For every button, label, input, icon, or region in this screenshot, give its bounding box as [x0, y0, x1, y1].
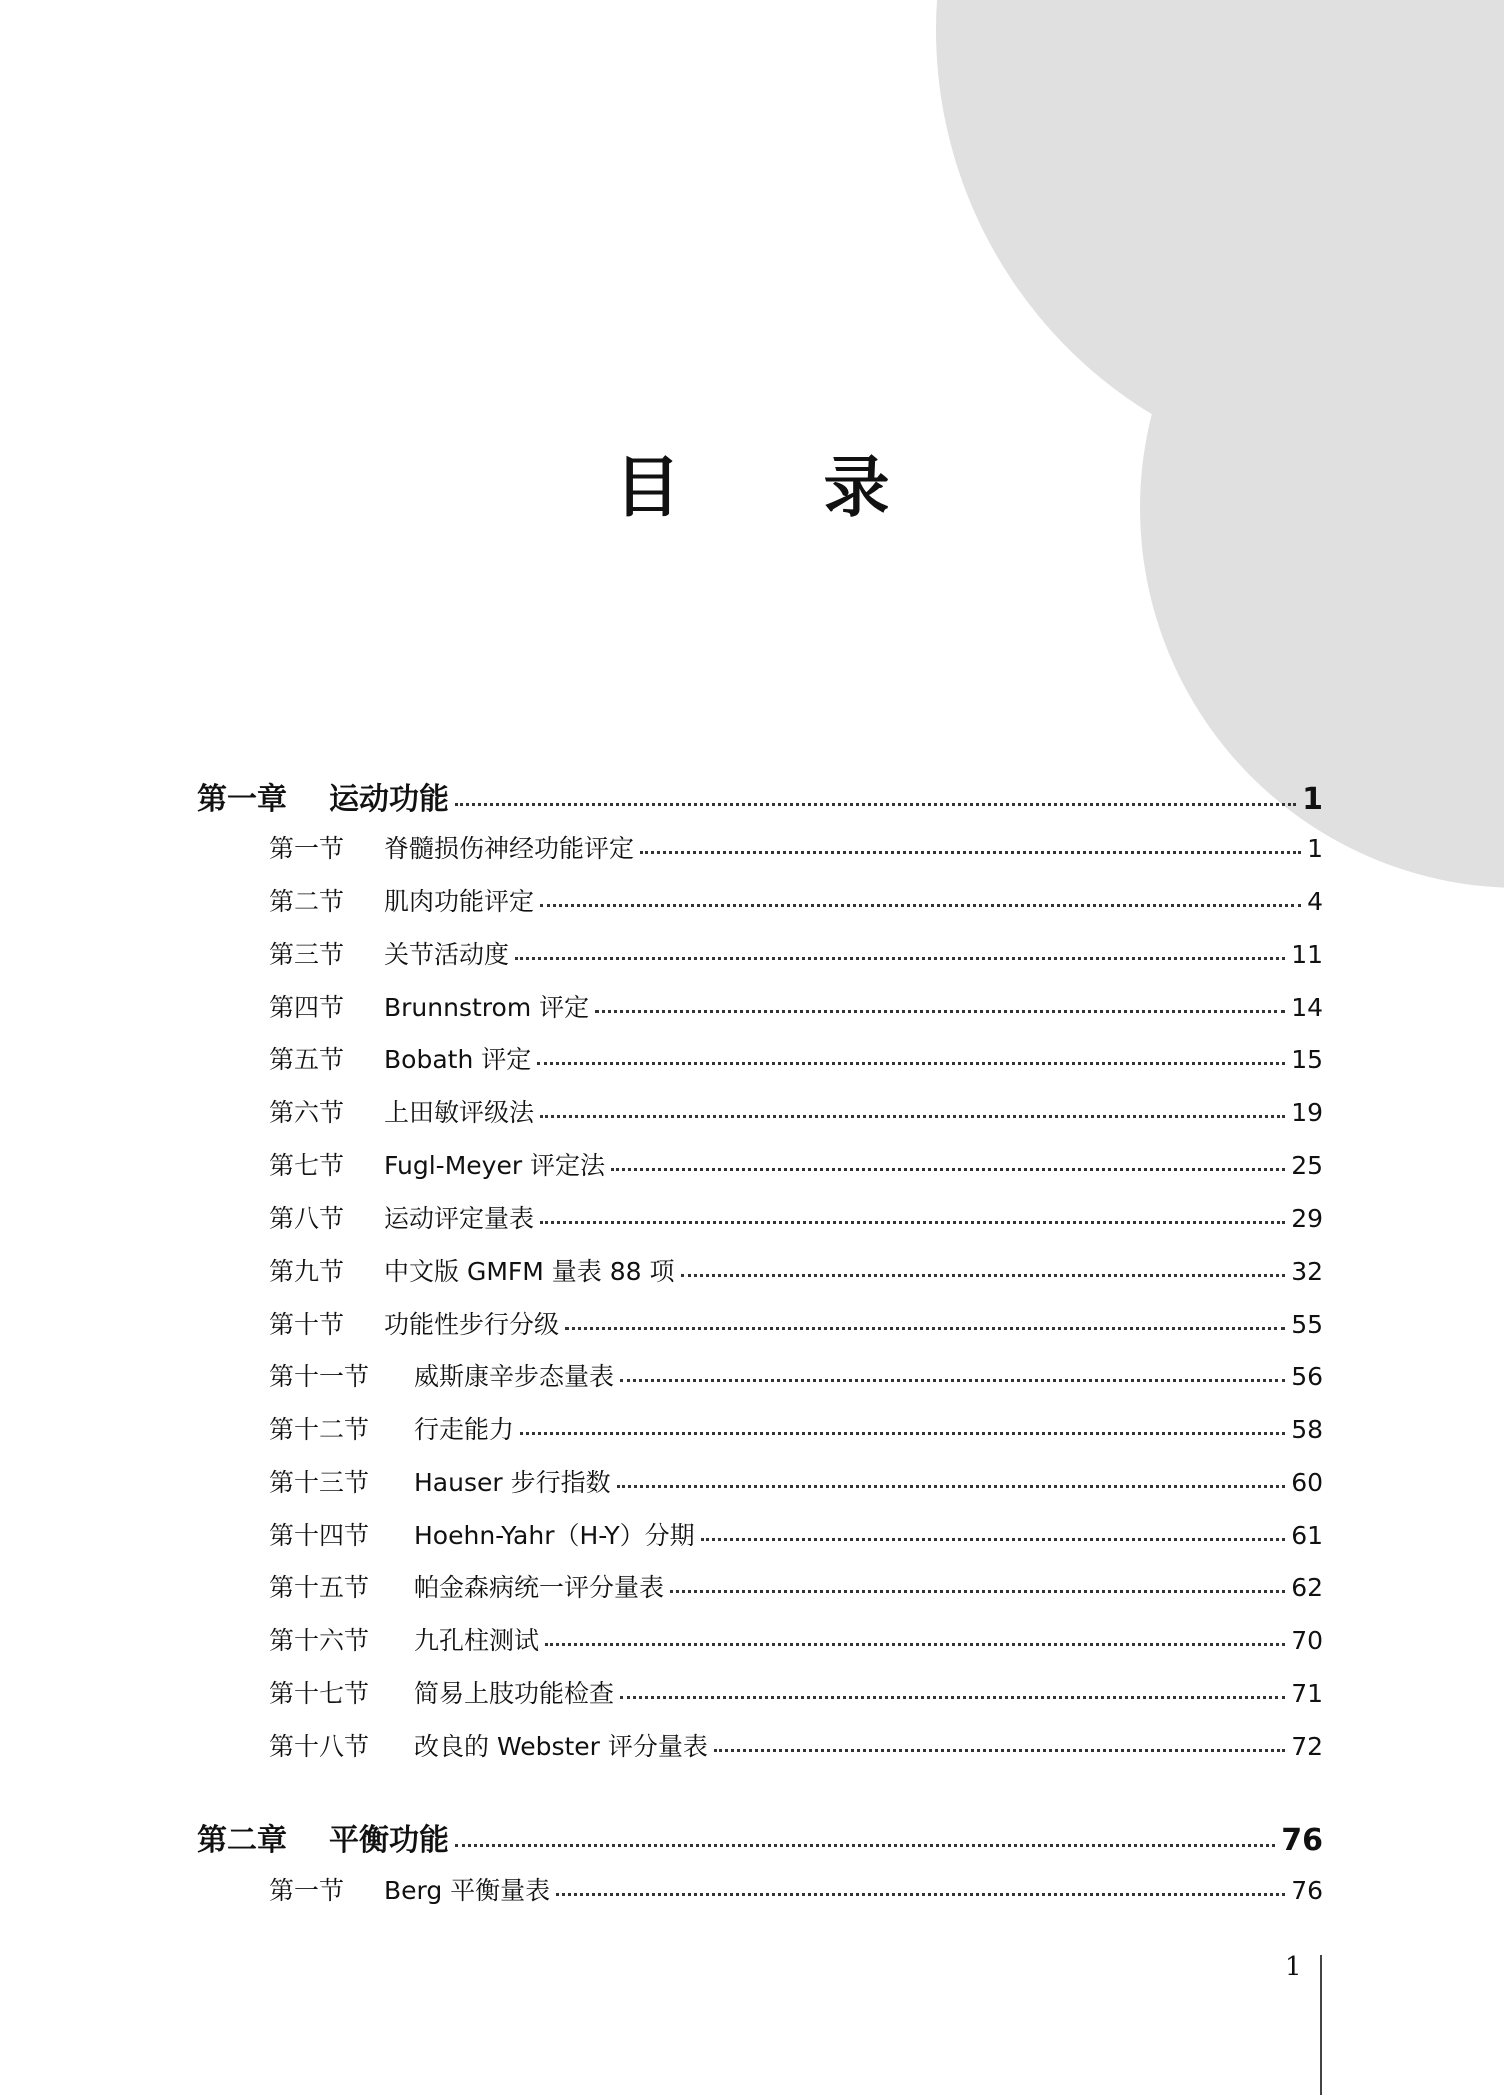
- toc-title: 行走能力: [414, 1415, 515, 1444]
- toc-title: 上田敏评级法: [384, 1098, 535, 1127]
- toc-section[interactable]: [269, 1727, 1323, 1763]
- toc-title: 平衡功能: [329, 1823, 449, 1858]
- toc-label: 第十一节: [269, 1362, 370, 1391]
- dot-leader: [611, 1167, 1285, 1171]
- toc-section[interactable]: [269, 1040, 1323, 1076]
- dot-leader: [701, 1537, 1286, 1541]
- dot-leader: [455, 1843, 1275, 1847]
- toc-label: 第十二节: [269, 1415, 370, 1444]
- toc-section[interactable]: [269, 1621, 1323, 1657]
- toc-page: 56: [1291, 1362, 1323, 1391]
- toc-page: 70: [1291, 1626, 1323, 1655]
- toc-page: 19: [1291, 1098, 1323, 1127]
- toc-label: 第二节: [269, 887, 345, 916]
- toc-title: 改良的 Webster 评分量表: [414, 1732, 708, 1761]
- toc-section[interactable]: [269, 1871, 1323, 1907]
- page-number: 1: [1285, 1952, 1302, 1982]
- toc-label: 第五节: [269, 1045, 345, 1074]
- dot-leader: [540, 903, 1301, 907]
- toc-title: 威斯康辛步态量表: [414, 1362, 615, 1391]
- toc-label: 第三节: [269, 940, 345, 969]
- toc-label: 第六节: [269, 1098, 345, 1127]
- dot-leader: [515, 956, 1285, 960]
- toc-label: 第一章: [197, 782, 287, 817]
- dot-leader: [556, 1892, 1285, 1896]
- toc-title: 功能性步行分级: [384, 1310, 560, 1339]
- toc-section[interactable]: [269, 1357, 1323, 1393]
- dot-leader: [540, 1220, 1285, 1224]
- toc-page: 1: [1307, 834, 1323, 863]
- dot-leader: [537, 1061, 1285, 1065]
- toc-section[interactable]: [269, 935, 1323, 971]
- toc-title: 肌肉功能评定: [384, 887, 535, 916]
- dot-leader: [565, 1326, 1285, 1330]
- toc-title: 运动评定量表: [384, 1204, 535, 1233]
- toc-section[interactable]: [269, 1305, 1323, 1341]
- toc-label: 第十六节: [269, 1626, 370, 1655]
- toc-label: 第一节: [269, 1876, 345, 1905]
- toc-page: 14: [1291, 993, 1323, 1022]
- dot-leader: [595, 1009, 1285, 1013]
- toc-title: Berg 平衡量表: [384, 1876, 551, 1905]
- toc-label: 第十七节: [269, 1679, 370, 1708]
- dot-leader: [620, 1695, 1285, 1699]
- toc-title: 运动功能: [329, 782, 449, 817]
- toc-page: 4: [1307, 887, 1323, 916]
- toc-title: 帕金森病统一评分量表: [414, 1573, 665, 1602]
- toc-chapter-2[interactable]: [197, 1815, 1323, 1857]
- dot-leader: [681, 1273, 1286, 1277]
- toc-label: 第八节: [269, 1204, 345, 1233]
- toc-page: 76: [1291, 1876, 1323, 1905]
- dot-leader: [714, 1748, 1285, 1752]
- toc-label: 第十节: [269, 1310, 345, 1339]
- toc-section[interactable]: [269, 1463, 1323, 1499]
- toc-section[interactable]: [269, 1674, 1323, 1710]
- toc-title: 中文版 GMFM 量表 88 项: [384, 1257, 675, 1286]
- toc-chapter-1[interactable]: [197, 774, 1323, 816]
- toc-section[interactable]: [269, 988, 1323, 1024]
- toc-page: 11: [1291, 940, 1323, 969]
- toc-title: 关节活动度: [384, 940, 510, 969]
- toc-section[interactable]: [269, 829, 1323, 865]
- toc-label: 第七节: [269, 1151, 345, 1180]
- dot-leader: [545, 1642, 1285, 1646]
- toc-title: Bobath 评定: [384, 1045, 532, 1074]
- toc-section[interactable]: [269, 1568, 1323, 1604]
- dot-leader: [670, 1589, 1285, 1593]
- toc-title: 简易上肢功能检查: [414, 1679, 615, 1708]
- toc-page: 71: [1291, 1679, 1323, 1708]
- toc-section[interactable]: [269, 1410, 1323, 1446]
- toc-page: 32: [1291, 1257, 1323, 1286]
- toc-section[interactable]: [269, 882, 1323, 918]
- margin-rule: [1320, 1955, 1322, 2095]
- toc-page: 25: [1291, 1151, 1323, 1180]
- dot-leader: [617, 1484, 1286, 1488]
- toc-section[interactable]: [269, 1093, 1323, 1129]
- toc-section[interactable]: [269, 1252, 1323, 1288]
- dot-leader: [540, 1114, 1285, 1118]
- toc-title: Fugl-Meyer 评定法: [384, 1151, 606, 1180]
- toc-page: 76: [1281, 1823, 1323, 1858]
- toc-page: 61: [1291, 1521, 1323, 1550]
- toc-title: Hauser 步行指数: [414, 1468, 611, 1497]
- dot-leader: [455, 802, 1296, 806]
- toc-section[interactable]: [269, 1146, 1323, 1182]
- toc-section[interactable]: [269, 1516, 1323, 1552]
- toc-section[interactable]: [269, 1199, 1323, 1235]
- toc-label: 第二章: [197, 1823, 287, 1858]
- dot-leader: [520, 1431, 1285, 1435]
- toc-label: 第一节: [269, 834, 345, 863]
- toc-title: Hoehn-Yahr（H-Y）分期: [414, 1521, 695, 1550]
- toc-page: 62: [1291, 1573, 1323, 1602]
- toc-title: Brunnstrom 评定: [384, 993, 590, 1022]
- toc-page: 55: [1291, 1310, 1323, 1339]
- toc-title: 脊髓损伤神经功能评定: [384, 834, 635, 863]
- toc-page: 29: [1291, 1204, 1323, 1233]
- toc-label: 第十四节: [269, 1521, 370, 1550]
- toc-label: 第十八节: [269, 1732, 370, 1761]
- toc-label: 第九节: [269, 1257, 345, 1286]
- toc-page: 60: [1291, 1468, 1323, 1497]
- toc-label: 第十五节: [269, 1573, 370, 1602]
- dot-leader: [620, 1378, 1285, 1382]
- toc-page: 72: [1291, 1732, 1323, 1761]
- toc-page: 1: [1302, 782, 1323, 817]
- toc-title: 九孔柱测试: [414, 1626, 540, 1655]
- toc-page: 15: [1291, 1045, 1323, 1074]
- toc-label: 第四节: [269, 993, 345, 1022]
- toc-label: 第十三节: [269, 1468, 370, 1497]
- page-title: 目 录: [614, 449, 950, 526]
- toc-page: 58: [1291, 1415, 1323, 1444]
- dot-leader: [640, 850, 1301, 854]
